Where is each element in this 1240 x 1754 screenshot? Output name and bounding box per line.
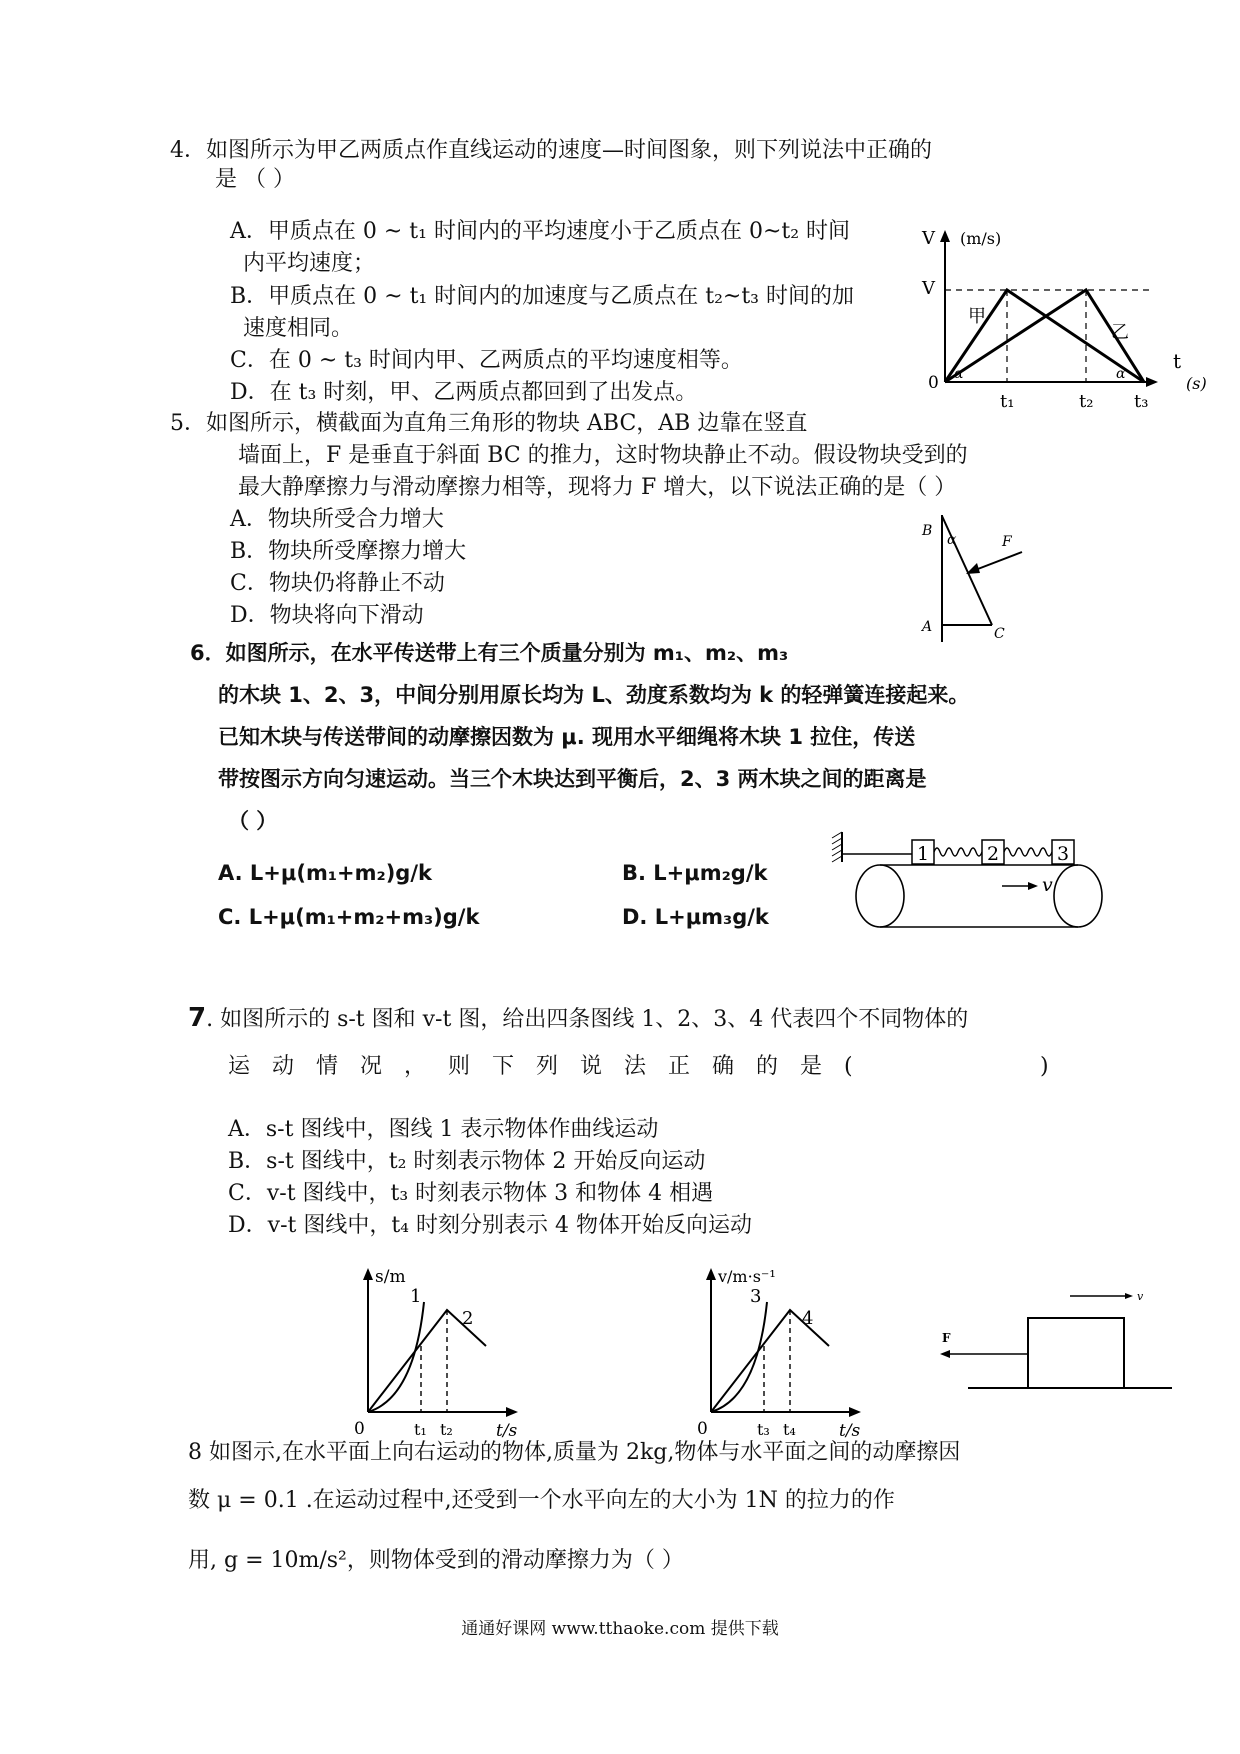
q8-line2: 数 μ = 0.1 .在运动过程中,还受到一个水平向左的大小为 1N 的拉力的作 <box>188 1488 895 1513</box>
q4-t3: t₃ <box>1134 391 1149 412</box>
q6-stem-line2: 的木块 1、2、3，中间分别用原长均为 L、劲度系数均为 k 的轻弹簧连接起来。 <box>218 683 970 707</box>
q4-origin: 0 <box>928 373 939 393</box>
q5-option-c: C．物块仍将静止不动 <box>230 571 445 596</box>
q7-option-a: A．s-t 图线中，图线 1 表示物体作曲线运动 <box>228 1117 659 1142</box>
q8-line1: 8 如图示,在水平面上向右运动的物体,质量为 2kg,物体与水平面之间的动摩擦因 <box>188 1440 961 1465</box>
q5-option-a: A．物块所受合力增大 <box>230 507 444 532</box>
q4-t-unit: (s) <box>1186 374 1207 393</box>
q6-option-a: A. L+μ(m₁+m₂)g/k <box>218 861 432 885</box>
q8-label-v: v <box>1137 1290 1144 1303</box>
q7-option-d: D．v-t 图线中，t₄ 时刻分别表示 4 物体开始反向运动 <box>228 1213 752 1238</box>
q4-t1: t₁ <box>1000 391 1015 412</box>
q8-block-figure <box>928 1282 1178 1412</box>
q7-stem-line2-end: ) <box>1040 1054 1049 1079</box>
q6-answer-paren: （ ） <box>228 809 278 833</box>
q7-vt-curve-3 <box>711 1302 767 1412</box>
q7-stem-line1 <box>188 1003 968 1035</box>
q7-vt-t3: t₃ <box>757 1420 770 1439</box>
q4-v-mark: V <box>922 278 935 299</box>
q7-option-c: C．v-t 图线中，t₃ 时刻表示物体 3 和物体 4 相遇 <box>228 1181 714 1206</box>
q4-option-b-cont: 速度相同。 <box>243 316 354 341</box>
q7-st-origin: 0 <box>354 1419 365 1439</box>
q5-option-d: D．物块将向下滑动 <box>230 603 424 628</box>
q5-stem-line3: 最大静摩擦力与滑动摩擦力相等，现将力 F 增大，以下说法正确的是（ ） <box>238 475 957 500</box>
q4-option-b: B．甲质点在 0 ~ t₁ 时间内的加速度与乙质点在 t₂~t₃ 时间的加 <box>230 284 854 309</box>
q6-block-2: 2 <box>987 843 1000 865</box>
q7-st-t2: t₂ <box>440 1420 453 1439</box>
q4-label-jia: 甲 <box>968 306 986 327</box>
q6-conveyor-figure <box>828 828 1118 936</box>
q6-block-3: 3 <box>1057 843 1070 865</box>
q7-vt-label-4: 4 <box>802 1308 814 1329</box>
q4-v-axis-label: V <box>922 228 935 249</box>
q4-stem-line1: 4．如图所示为甲乙两质点作直线运动的速度—时间图象，则下列说法中正确的 <box>170 138 932 163</box>
q7-vt-label-3: 3 <box>750 1286 762 1307</box>
q7-st-t1: t₁ <box>414 1420 427 1439</box>
q8-label-f: F <box>942 1331 951 1345</box>
q7-st-label-2: 2 <box>462 1308 474 1329</box>
q4-t2: t₂ <box>1079 391 1094 412</box>
q4-label-yi: 乙 <box>1111 322 1129 343</box>
q6-block-1: 1 <box>917 843 930 865</box>
q5-label-a: A <box>922 619 933 635</box>
q7-option-b: B．s-t 图线中，t₂ 时刻表示物体 2 开始反向运动 <box>228 1149 706 1174</box>
page-footer: 通通好课网 www.tthaoke.com 提供下载 <box>461 1619 779 1639</box>
q5-label-alpha: α <box>947 532 957 548</box>
q4-option-a: A．甲质点在 0 ~ t₁ 时间内的平均速度小于乙质点在 0~t₂ 时间 <box>230 219 851 244</box>
q6-stem-line3: 已知木块与传送带间的动摩擦因数为 μ. 现用水平细绳将木块 1 拉住，传送 <box>218 725 916 749</box>
q4-option-a-cont: 内平均速度； <box>243 251 376 276</box>
q5-label-f: F <box>1002 534 1012 550</box>
q7-st-label-1: 1 <box>410 1286 422 1307</box>
q7-stem-line2: 运动情况，则下列说法正确的是( <box>228 1054 875 1079</box>
q5-stem-line1: 5．如图所示，横截面为直角三角形的物块 ABC，AB 边靠在竖直 <box>170 411 808 436</box>
q7-vt-t4: t₄ <box>783 1420 796 1439</box>
q4-alpha-1: α <box>954 366 964 382</box>
q6-option-d: D. L+μm₃g/k <box>622 905 769 929</box>
q6-label-v: v <box>1042 874 1053 896</box>
q4-t-axis-label: t <box>1173 349 1182 373</box>
q8-line3: 用, g = 10m/s²，则物体受到的滑动摩擦力为（ ） <box>188 1548 684 1573</box>
q4-vt-graph <box>920 222 1220 412</box>
q7-st-x-label: t/s <box>496 1421 518 1440</box>
q6-option-b: B. L+μm₂g/k <box>622 861 768 885</box>
q7-vt-graph <box>693 1262 883 1440</box>
q5-label-c: C <box>994 626 1005 642</box>
q6-stem-line4: 带按图示方向匀速运动。当三个木块达到平衡后，2、3 两木块之间的距离是 <box>218 767 927 791</box>
q7-stem-text: . 如图所示的 s-t 图和 v-t 图，给出四条图线 1、2、3、4 代表四个不同物体的 <box>206 1007 969 1032</box>
q4-option-d: D．在 t₃ 时刻，甲、乙两质点都回到了出发点。 <box>230 380 698 405</box>
q4-stem-line2: 是 （ ） <box>215 167 295 192</box>
q6-stem-line1: 6．如图所示，在水平传送带上有三个质量分别为 m₁、m₂、m₃ <box>190 641 789 665</box>
q6-option-c: C. L+μ(m₁+m₂+m₃)g/k <box>218 905 480 929</box>
q7-st-curve-1 <box>368 1302 424 1412</box>
q7-st-y-label: s/m <box>375 1267 406 1287</box>
q5-stem-line2: 墙面上，F 是垂直于斜面 BC 的推力，这时物块静止不动。假设物块受到的 <box>238 443 968 468</box>
q7-st-graph <box>350 1262 540 1440</box>
q7-number: 7 <box>188 1003 207 1033</box>
q4-v-unit: (m/s) <box>960 229 1002 248</box>
q5-option-b: B．物块所受摩擦力增大 <box>230 539 467 564</box>
q4-option-c: C．在 0 ~ t₃ 时间内甲、乙两质点的平均速度相等。 <box>230 348 743 373</box>
q7-vt-origin: 0 <box>697 1419 708 1439</box>
q7-vt-x-label: t/s <box>839 1421 861 1440</box>
q4-alpha-2: α <box>1116 366 1126 382</box>
q5-triangle-figure <box>910 510 1040 645</box>
q7-vt-y-label: v/m·s⁻¹ <box>718 1267 776 1286</box>
q5-label-b: B <box>922 523 933 539</box>
